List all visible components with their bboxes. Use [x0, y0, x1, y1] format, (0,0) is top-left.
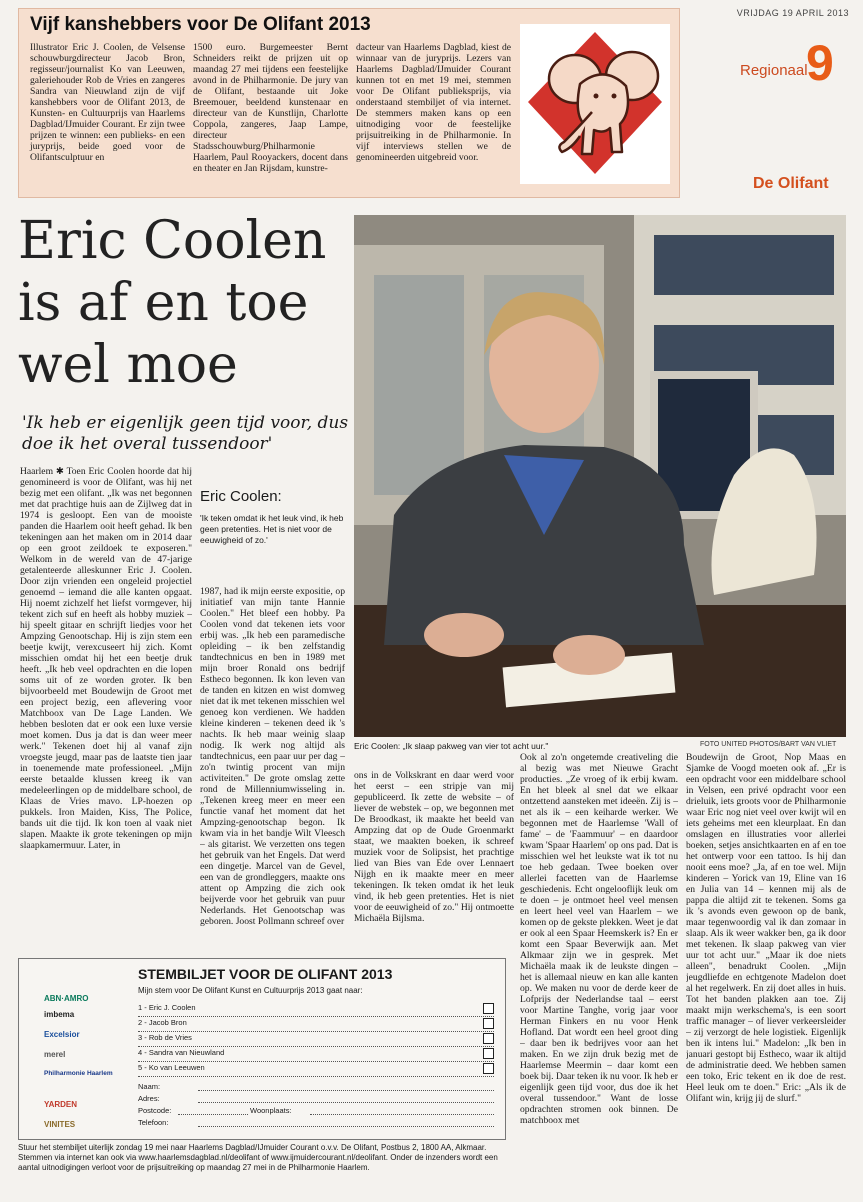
- pull-quote: [200, 488, 345, 546]
- box-column-1: Illustrator Eric J. Coolen, de Velsense schouwburgdirecteur Jacob Bron, regisseur/journalist Ko van Leeuwen, galeriehouder Rob de Vries en zangeres Sandra van Nieuwland zijn de vijf kanshebbers voor de Olifant 2013, de Kunsten- en Cultuurprijs van Haarlems Dagblad/IJmuider Courant. Er zijn twee prijzen te winnen: een publieks- en een juryprijs, beide goed voor de Olifantsculptuur en: [30, 42, 185, 163]
- ballot-candidate-1: [138, 1003, 494, 1017]
- candidate-1-checkbox[interactable]: [483, 1003, 494, 1014]
- ballot-candidate-4: [138, 1048, 494, 1062]
- elephant-logo: [520, 24, 670, 184]
- name-field[interactable]: Naam:: [138, 1082, 494, 1091]
- photo-credit: FOTO UNITED PHOTOS/BART VAN VLIET: [700, 741, 837, 748]
- box-title: Vijf kanshebbers voor De Olifant 2013: [30, 14, 371, 35]
- quote-name: Eric Coolen:: [200, 488, 282, 505]
- ballot-candidate-2: [138, 1018, 494, 1032]
- box-column-3: dacteur van Haarlems Dagblad, kiest de winnaar van de juryprijs. Lezers van Haarlems Dagblad/IJmuider Courant kunnen tot en met 19 mei, stemmen voor De Olifant publieksprijs, via onderstaand stembiljet of via internet. De stemmers maken kans op een uitnodiging voor de feestelijke prijsuitreiking in de Philharmonie. In vijf interviews stellen we de genomineerden uitgebreid voor.: [356, 42, 511, 163]
- headline: [18, 210, 348, 396]
- sponsor-yarden: YARDEN: [44, 1100, 78, 1109]
- article-column-2: 1987, had ik mijn eerste expositie, op initiatief van mijn tante Hannie Coolen." Het bleef een hobby. Pa Coolen vond dat tekenen iets voor erbij was. „Ik heb een paramedische opleiding – ik ben zelfstandig tandtechnicus en ben in 1989 met mijn broer Ronald ons bedrijf Estheco begonnen. Ik kon leven van de tanden en kitzen en wist domweg niet dat ik met tekenen misschien wel genoeg kon verdienen. We hadden kleine kinderen – tekenen deed ik 's nachts. Ik heb maar weinig slaap nodig. Ik werk nog altijd als tandtechnicus, een paar uur per dag – zo'n twintig procent van mijn activiteiten." De grote omslag zette rond de Millenniumwisseling in. „Tekenen kreeg meer en meer een functie vanaf het moment dat het Ampzing-genootschap begon. Ik kwam via in het bandje Wilt Vleesch – als gitarist. We verzetten ons tegen het gebruik van het Engels. Dat werd een dingetje. Marcel van de Gevel, een van de grondleggers, maakte ons attent op Ampzing die zich ook beijverde voor het gebruik van puur Nederlands. Het Genootschap was geboren. Joost Pollmann schreef over: [200, 586, 345, 927]
- photo-caption: Eric Coolen: „Ik slaap pakweg van vier tot acht uur.": [354, 741, 549, 751]
- address-field[interactable]: Adres:: [138, 1094, 494, 1103]
- candidate-label: 1 - Eric J. Coolen: [138, 1003, 196, 1012]
- candidate-3-checkbox[interactable]: [483, 1033, 494, 1044]
- phone-field[interactable]: Telefoon:: [138, 1118, 494, 1127]
- section-tag: De Olifant: [753, 175, 829, 192]
- ballot-candidate-5: [138, 1063, 494, 1077]
- article-column-4: Ook al zo'n ongetemde creativeling die al bezig was met Nieuwe Gracht producties. „Ze vroeg of ik erbij kwam. En het bleek al snel dat we elkaar ontzettend aansteken met ideeën. Zij is – net als ik – een keiharde werker. We begonnen met de Haarlemse 'Wall of fame' – de 'Faammuur' – en daardoor kwam 'Spaar Haarlem' op ons pad. Dat is misschien wel het leukste wat ik tot nu toe heb gedaan. Twee boeken over allerlei facetten van de Haarlemse geschiedenis. Echt ongelooflijk leuk om te doen – je ontmoet heel veel mensen en leert heel veel van Haarlem – we komen op de gekste plekken. Weet je dat er ook al een Spaar Heemskerk is? En er komt een Spaar Beverwijk aan. Met Alkmaar zijn we in gesprek. Met Michaëla maak ik de leukste dingen – het is allemaal nieuw en kan alle kanten op. We maken nu voor de derde keer de Lofprijs der Nederlandse taal – eerst voor Martine Tanghe, vorig jaar voor Herman Finkers en nu voor Henk Hofland. Dat wordt een heel groot ding – daar ben ik bedrijves voor aan het maken. En we zijn druk bezig met de Haarlemse Meermin – daar komt een boek bij. Daar teken ik nu voor. Ik heb er eigenlijk geen tijd voor, dus doe ik het overal tussendoor." Want de losse opdrachten stromen ook binnen. De matchboox met: [520, 752, 678, 1126]
- headline-line-3: wel moe: [18, 335, 238, 395]
- headline-line-2: is af en toe: [18, 273, 309, 333]
- subheadline: 'Ik heb er eigenlijk geen tijd voor, dus doe ik het overal tussendoor': [22, 413, 349, 454]
- sponsor-excelsior: Excelsior: [44, 1030, 80, 1039]
- sponsor-vinites: VINITES: [44, 1120, 76, 1129]
- sponsor-philharmonie: Philharmonie Haarlem: [44, 1070, 113, 1077]
- portrait-photo: [354, 215, 846, 737]
- sponsor-merel: merel: [44, 1050, 66, 1059]
- headline-line-1: Eric Coolen: [18, 211, 327, 271]
- candidate-label: 3 - Rob de Vries: [138, 1033, 192, 1042]
- section-label: Regionaal: [740, 62, 808, 79]
- quote-text: 'Ik teken omdat ik het leuk vind, ik heb geen pretenties. Het is niet voor de eeuwigheid of zo.': [200, 513, 344, 545]
- article-column-1: Haarlem ✱ Toen Eric Coolen hoorde dat hij genomineerd is voor de Olifant, was hij net bezig met een olifant. „Ik was net begonnen met dat prachtige huis aan de Zijlweg dat in 1974 is gesloopt. Een van de mooiste panden die Haarlem ooit heeft gehad. Ik ben tekeningen aan het maken om in 2014 daar op een groot zeildoek te exposeren." Welkom in de wereld van de 47-jarige getalenteerde alleskunner Eric J. Coolen. Door zijn vrienden een ongeleid projectiel genoemd – iemand die alle kanten opgaat. Hij noemt zichzelf het liefst vormgever, hij tekent zich suf en heeft als hobby muziek – hij speelt gitaar en schrijft liedjes voor het Ampzing Genootschap. Hij is zijn stem een beetje kwijt, verexcuseert hij zich. Komt misschien omdat hij het een beetje druk heeft. „Ik heb veel opdrachten en die lopen soms uit of ze worden groter. Ik ben bijvoorbeeld met Boudewijn de Groot met een project bezig, een aflevering voor Matchboox van De Lage Landen. We hebben besloten dat er ook een luxe versie moet komen. Dus ja dat is dan weer meer werk." Tekenen doet hij al vanaf zijn vroegste jeugd, maar pas de laatste tien jaar in toenemende mate professioneel. „Mijn eerste betaalde klussen kreeg ik van medeleerlingen op de middelbare school, de Klaas de Vries mavo. LP-hoezen op pukkels. Iron Maiden, Kiss, The Police, bands uit die tijd. Ik kon toen al vaak niet slapen. Maakte ik grote tekeningen op mijn slaapkamermuur. Later, in: [20, 466, 192, 851]
- ballot-candidate-3: [138, 1033, 494, 1047]
- city-field[interactable]: Woonplaats:: [250, 1106, 494, 1115]
- ballot-subtitle: Mijn stem voor De Olifant Kunst en Cultuurprijs 2013 gaat naar:: [138, 986, 363, 995]
- candidate-2-checkbox[interactable]: [483, 1018, 494, 1029]
- candidate-5-checkbox[interactable]: [483, 1063, 494, 1074]
- candidate-label: 4 - Sandra van Nieuwland: [138, 1048, 225, 1057]
- article-column-3: ons in de Volkskrant en daar werd voor het eerst – een stripje van mij gepubliceerd. Ik zette de website – of liever de webstek – op, we begonnen met De Broodkast, ik maakte het beeld van Ampzing dat op de Oude Groenmarkt staat, we maakten boeken, ik schreef muziek voor de Solipsist, het prachtige lied van Bies van Ede over Lennaert Nijgh en ik maakte meer en meer tekeningen. Ik teken omdat ik het leuk vind, ik heb geen pretenties. Het is niet voor de eeuwigheid of zo." Hij ontmoette Michaëla Bijlsma.: [354, 770, 514, 924]
- candidate-label: 2 - Jacob Bron: [138, 1018, 187, 1027]
- issue-date: VRIJDAG 19 APRIL 2013: [736, 8, 849, 18]
- sponsor-imbema: imbema: [44, 1010, 75, 1019]
- ballot-footer: Stuur het stembiljet uiterlijk zondag 19 mei naar Haarlems Dagblad/IJmuider Courant o.v.v. De Olifant, Postbus 2, 1800 AA, Alkmaar. Stemmen via internet kan ook via www.haarlemsdagblad.nl/deolifant of www.ijmuidercourant.nl/deolifant. Onder de inzenders wordt een aantal uitnodigingen verloot voor de prijsuitreiking op maandag 27 mei in de Philharmonie Haarlem.: [18, 1143, 498, 1172]
- candidate-label: 5 - Ko van Leeuwen: [138, 1063, 205, 1072]
- box-column-2: 1500 euro. Burgemeester Bernt Schneiders reikt de prijzen uit op maandag 27 mei tijdens een feestelijke avond in de Philharmonie. De jury van de Olifant, bestaande uit Joke Breemouer, beeldend kunstenaar en directeur van de Kunstlijn, Charlotte Coppola, zangeres, Jaap Lampe, directeur Stadsschouwburg/Philharmonie Haarlem, Paul Rooyackers, docent dans en theater en Jan Rijsdam, kunstre-: [193, 42, 348, 174]
- ballot-title: STEMBILJET VOOR DE OLIFANT 2013: [138, 966, 393, 982]
- article-column-5: Boudewijn de Groot, Nop Maas en Sjamke de Voogd moeten ook af. „Er is een opdracht voor een middelbare school in Velsen, een privé opdracht voor een drieluik, iets groots voor de Philharmonie waar Eric nog niet veel over kwijt wil en iets geheims met een kleurplaat. En dan omslagen en illustraties voor allerlei boeken, setjes ansichtkaarten en af en toe het ontwerp voor een tattoo. Is hij dan nooit eens moe? „Ja, af en toe wel. Mijn kinderen – Yorick van 19, Eline van 16 en Julia van 14 – kennen mij als de pappa die altijd zit te tekenen. Soms ga ik 's avonds even gewoon op de bank, maar tegenwoordig val ik dan zomaar in slaap. Als ik weer wakker ben, ga ik door met tekenen. Ik slaap pakweg van vier uur tot acht uur." „Maar ik doe niets alleen", benadrukt Coolen. „Mijn jeugdliefde en echtgenote Madelon doet al het regelwerk. En zij doet alles in huis. Tot het banden plakken aan toe. Zij maakt mijn werkschema's, is een soort traffic manager – of liever verkeersleider – zij verzorgt de hele logistiek. Eigenlijk ben ik intens lui." Madelon: „Ik ben in januari gestopt bij Estheco, waar ik altijd de administratie deed. We hebben samen een toko, Eric tekent en ik doe de rest. Heel leuk om te doen." Eric: „Als ik de Olifant win, krijg jij de slurf.": [686, 752, 846, 1104]
- postcode-field[interactable]: Postcode:: [138, 1106, 248, 1115]
- candidate-4-checkbox[interactable]: [483, 1048, 494, 1059]
- sponsor-abnamro: ABN·AMRO: [44, 994, 89, 1003]
- page-number: 9: [806, 35, 834, 91]
